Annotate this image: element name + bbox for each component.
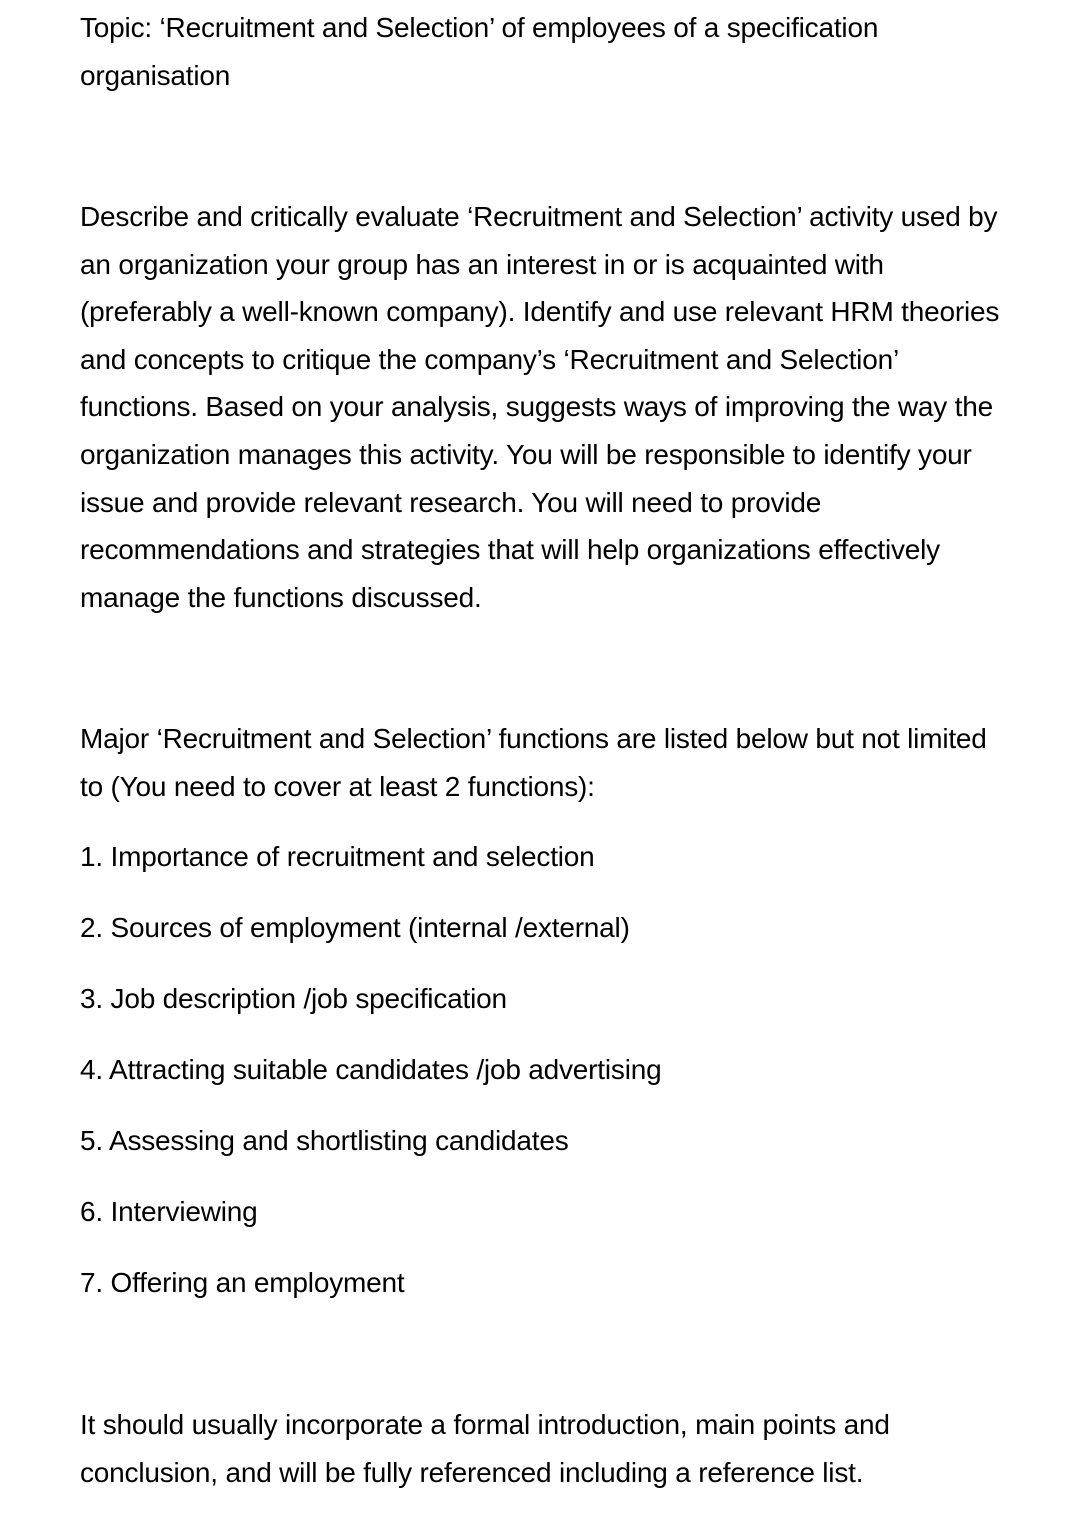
closing-paragraph: It should usually incorporate a formal introduction, main points and conclusion, and will be fully referenced including a reference list. (80, 1409, 890, 1488)
topic-heading: Topic: ‘Recruitment and Selection’ of employees of a specification organisation (80, 12, 879, 91)
list-item: 6. Interviewing (80, 1196, 258, 1227)
list-item: 2. Sources of employment (internal /external) (80, 912, 630, 943)
list-item: 5. Assessing and shortlisting candidates (80, 1125, 569, 1156)
list-item: 3. Job description /job specification (80, 983, 507, 1014)
list-item: 1. Importance of recruitment and selection (80, 841, 595, 872)
functions-intro-paragraph: Major ‘Recruitment and Selection’ functions are listed below but not limited to (You need to cover at least 2 functions): (80, 723, 987, 802)
list-item: 4. Attracting suitable candidates /job advertising (80, 1054, 662, 1085)
description-paragraph: Describe and critically evaluate ‘Recruitment and Selection’ activity used by an organization your group has an interest in or is acquainted with (preferably a well-known company). Identify and use relevant HRM theories and concepts to critique the company’s ‘Recruitment and Selection’ functions. Based on your analysis, suggests ways of improving the way the organization manages this activity. You will be responsible to identify your issue and provide relevant research. You will need to provide recommendations and strategies that will help organizations effectively manage the functions discussed. (80, 201, 1000, 613)
functions-list (80, 833, 1010, 1330)
list-item: 7. Offering an employment (80, 1267, 405, 1298)
